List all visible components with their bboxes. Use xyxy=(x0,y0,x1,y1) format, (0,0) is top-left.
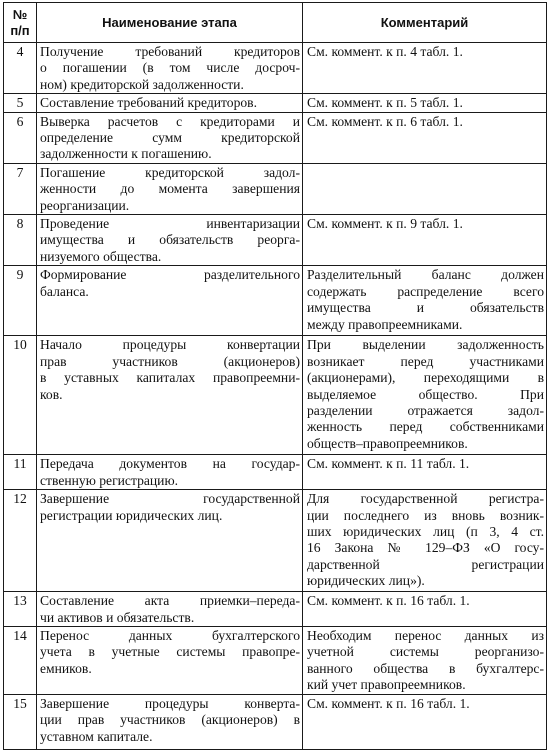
comment-line: дарственной регистрации xyxy=(307,556,544,572)
comment-cell xyxy=(303,455,547,490)
stage-name-line: Формирование разделительного xyxy=(40,267,300,283)
comment-line: См. коммент. к п. 16 табл. 1. xyxy=(307,593,470,609)
comment-cell xyxy=(303,694,547,749)
comment-line: Необходим перенос данных из xyxy=(307,627,544,643)
row-number: 4 xyxy=(4,43,37,94)
row-number: 7 xyxy=(4,163,37,214)
stage-name-line: баланса. xyxy=(40,283,89,299)
header-comment: Комментарий xyxy=(303,3,547,43)
table-row xyxy=(4,694,547,749)
table-row xyxy=(4,215,547,266)
comment-cell xyxy=(303,43,547,94)
stage-name-cell xyxy=(37,163,303,214)
comment-line: содержать распределение всего xyxy=(307,283,544,299)
stage-name-line: ственную регистрацию. xyxy=(40,472,179,488)
row-number: 11 xyxy=(4,455,37,490)
row-number: 12 xyxy=(4,490,37,592)
comment-line: ции последнего из вновь возник- xyxy=(307,507,544,523)
stage-name-line: ков. xyxy=(40,386,63,402)
table-row xyxy=(4,266,547,336)
row-number: 14 xyxy=(4,626,37,694)
comment-cell xyxy=(303,336,547,455)
stage-name-line: Передача документов на государ- xyxy=(40,456,300,472)
stage-name-line: имущества и обязательств реорга- xyxy=(40,232,300,248)
comment-cell xyxy=(303,112,547,163)
comment-line: учетной системы реорганизо- xyxy=(307,644,544,660)
table-row xyxy=(4,592,547,627)
header-number xyxy=(4,3,37,43)
comment-line: См. коммент. к п. 5 табл. 1. xyxy=(307,95,463,111)
stage-name-line: Выверка расчетов с кредиторами и xyxy=(40,113,300,129)
stage-name-line: Завершение государственной xyxy=(40,491,300,507)
stage-name-line: о погашении (в том числе досроч- xyxy=(40,60,300,76)
row-number: 5 xyxy=(4,94,37,112)
row-number: 15 xyxy=(4,694,37,749)
comment-line: имущества и обязательств xyxy=(307,300,544,316)
stage-name-line: учета в учетные системы правопре- xyxy=(40,644,300,660)
row-number: 8 xyxy=(4,215,37,266)
comment-line: (акционерами), переходящими в xyxy=(307,370,544,386)
stage-name-line: Составление требований кредиторов. xyxy=(40,95,257,111)
comment-line: между правопреемниками. xyxy=(307,316,463,332)
row-number: 9 xyxy=(4,266,37,336)
stage-name-cell xyxy=(37,266,303,336)
row-number: 6 xyxy=(4,112,37,163)
comment-cell xyxy=(303,626,547,694)
header-number-line: № xyxy=(12,6,28,22)
stage-name-line: Завершение процедуры конверта- xyxy=(40,695,300,711)
comment-line: Разделительный баланс должен xyxy=(307,267,544,283)
stage-name-line: реорганизации. xyxy=(40,197,130,213)
stage-name-cell xyxy=(37,215,303,266)
stage-name-line: женности до момента завершения xyxy=(40,181,300,197)
stage-name-line: уставном капитале. xyxy=(40,728,153,744)
stage-name-line: Проведение инвентаризации xyxy=(40,216,300,232)
header-stage: Наименование этапа xyxy=(37,3,303,43)
stage-name-cell xyxy=(37,694,303,749)
comment-line: См. коммент. к п. 9 табл. 1. xyxy=(307,216,463,232)
reorganization-stages-table xyxy=(3,2,547,750)
comment-line: возникает перед участниками xyxy=(307,353,544,369)
comment-line: юридических лиц»). xyxy=(307,573,425,589)
comment-line: См. коммент. к п. 4 табл. 1. xyxy=(307,44,463,59)
header-number-line: п/п xyxy=(10,22,30,38)
comment-line: При выделении задолженность xyxy=(307,337,544,353)
stage-name-line: низуемого общества. xyxy=(40,248,162,264)
stage-name-cell xyxy=(37,592,303,627)
comment-line: разделении отражается задол- xyxy=(307,402,544,418)
comment-line: См. коммент. к п. 6 табл. 1. xyxy=(307,113,463,129)
table-row xyxy=(4,112,547,163)
table-row xyxy=(4,336,547,455)
stage-name-line: задолженности к погашению. xyxy=(40,146,212,162)
stage-name-line: ции прав участников (акционеров) в xyxy=(40,712,300,728)
stage-name-line: ном) кредиторской задолженности. xyxy=(40,76,244,92)
stage-name-line: емников. xyxy=(40,660,92,676)
stage-name-line: Перенос данных бухгалтерского xyxy=(40,627,300,643)
stage-name-line: Составление акта приемки–переда- xyxy=(40,593,300,609)
stage-name-line: Получение требований кредиторов xyxy=(40,44,300,59)
stage-name-cell xyxy=(37,94,303,112)
comment-line: См. коммент. к п. 16 табл. 1. xyxy=(307,695,470,711)
comment-cell xyxy=(303,94,547,112)
comment-line: ших юридических лиц (п 3, 4 ст. xyxy=(307,523,544,539)
table-row xyxy=(4,163,547,214)
comment-line: обществ–правопреемников. xyxy=(307,435,468,451)
table-row xyxy=(4,626,547,694)
stage-name-line: прав участников (акционеров) xyxy=(40,353,300,369)
comment-line: выделяемое общество. При xyxy=(307,386,544,402)
stage-name-cell xyxy=(37,336,303,455)
stage-name-line: Начало процедуры конвертации xyxy=(40,337,300,353)
stage-name-cell xyxy=(37,490,303,592)
table-row xyxy=(4,455,547,490)
comment-cell xyxy=(303,163,547,214)
comment-cell xyxy=(303,592,547,627)
comment-line: женность перед собственниками xyxy=(307,419,544,435)
table-row xyxy=(4,94,547,112)
comment-line: ванного общества в бухгалтерс- xyxy=(307,660,544,676)
stage-name-line: чи активов и обязательств. xyxy=(40,609,195,625)
comment-cell xyxy=(303,215,547,266)
stage-name-line: в уставных капиталах правопреемни- xyxy=(40,370,300,386)
comment-line: Для государственной регистра- xyxy=(307,491,544,507)
stage-name-line: регистрации юридических лиц. xyxy=(40,507,223,523)
row-number: 13 xyxy=(4,592,37,627)
comment-line: См. коммент. к п. 11 табл. 1. xyxy=(307,456,470,472)
stage-name-line: Погашение кредиторской задол- xyxy=(40,164,300,180)
row-number: 10 xyxy=(4,336,37,455)
comment-line: кий учет правопреемников. xyxy=(307,677,466,693)
stage-name-cell xyxy=(37,455,303,490)
comment-line: 16 Закона № 129–ФЗ «О госу- xyxy=(307,540,544,556)
comment-cell xyxy=(303,266,547,336)
stage-name-cell xyxy=(37,626,303,694)
stage-name-line: определение сумм кредиторской xyxy=(40,130,300,146)
stage-name-cell xyxy=(37,112,303,163)
table-row xyxy=(4,43,547,94)
table-header-row xyxy=(4,3,547,43)
comment-cell xyxy=(303,490,547,592)
stage-name-cell xyxy=(37,43,303,94)
table-row xyxy=(4,490,547,592)
